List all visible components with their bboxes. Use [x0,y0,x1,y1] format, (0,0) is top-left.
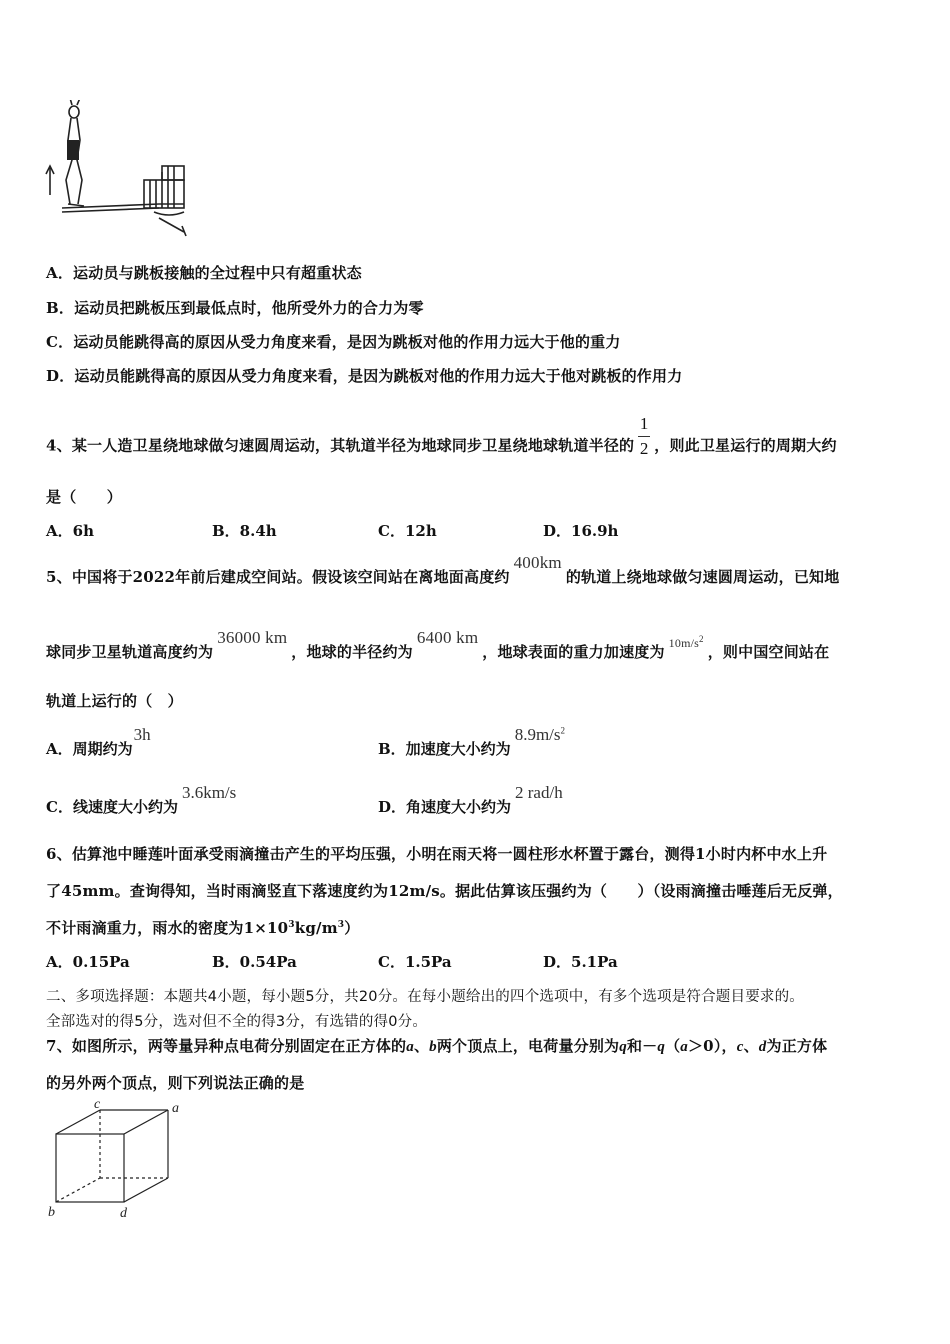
cube-figure [44,1098,194,1224]
q4-stem-line1 [46,414,837,469]
q6-option-c: C．1.5Pa [378,953,452,971]
q3-option-c: C．运动员能跳得高的原因从受力角度来看，是因为跳板对他的作用力远大于他的重力 [46,333,621,351]
q5-option-b-value: 8.9m/s [514,725,561,744]
q5-gravity [669,634,704,651]
q6-option-b: B．0.54Pa [212,953,297,971]
q5-option-b-text: B．加速度大小约为 [378,740,511,758]
q5-option-c [46,783,240,817]
q5-l2-d: ，则中国空间站在 [707,643,830,661]
q3-option-a: A．运动员与跳板接触的全过程中只有超重状态 [46,264,362,282]
q5-stem-line2 [46,628,830,662]
q5-option-b [378,725,569,759]
q7-l1-b: 、 [413,1037,430,1055]
q4-option-c: C．12h [378,522,437,540]
q5-option-a [46,725,155,759]
cube-label-c: c [94,1098,101,1112]
q6-l3-sup: 3 [288,920,295,930]
q5-sync-height: 36000 km [217,628,288,647]
q4-option-b: B．8.4h [212,522,277,540]
q5-option-c-math: 3.6km/s [181,783,237,802]
q7-stem-line1 [46,1035,827,1056]
q7-var-q2: q [657,1039,666,1055]
q4-text-after: ，则此卫星运行的周期大约 [654,436,837,455]
q4-option-a: A．6h [46,522,94,540]
q5-option-d-math: 2 rad/h [515,783,563,802]
q5-option-b-math [515,725,565,745]
q7-l1-e: （ [665,1037,681,1055]
q7-var-a: a [406,1039,414,1055]
q7-l1-h: 为正方体 [766,1037,828,1055]
q5-l1-before: 5、中国将于2022年前后建成空间站。假设该空间站在离地面高度约 [46,568,510,586]
q3-option-b: B．运动员把跳板压到最低点时，他所受外力的合力为零 [46,299,424,317]
q7-var-b: b [429,1039,437,1055]
q7-l1-f: ＞0）， [687,1037,737,1055]
section2-heading-line2: 全部选对的得5分，选对但不全的得3分，有选错的得0分。 [46,1014,428,1030]
q5-option-d-text: D．角速度大小约为 [378,798,512,816]
q5-stem-line1 [46,553,840,587]
q5-option-b-sup: 2 [560,725,565,736]
q6-l3-sup2: 3 [337,920,345,930]
q6-l3-a: 不计雨滴重力，雨水的密度为1×10 [46,919,289,937]
q4-option-d: D．16.9h [543,522,619,540]
q5-option-d [378,783,567,817]
cube-label-b: b [48,1205,55,1220]
q7-var-q: q [619,1039,627,1055]
q5-l2-a: 球同步卫星轨道高度约为 [46,643,214,661]
q5-l1-after: 的轨道上绕地球做匀速圆周运动，已知地 [565,568,840,586]
section2-heading-line1: 二、多项选择题：本题共4小题，每小题5分，共20分。在每小题给出的四个选项中，有多个选项是符合题目要求的。 [46,989,804,1005]
q7-l1-c: 两个顶点上，电荷量分别为 [436,1037,620,1055]
q5-earth-radius: 6400 km [416,628,479,647]
q4-frac-den: 2 [639,439,649,458]
q6-stem-line2: 了45mm。查询得知，当时雨滴竖直下落速度约为12m/s。据此估算该压强约为（ ）（设雨滴撞击唾莲后无反弹， [46,882,843,900]
q6-option-d: D．5.1Pa [543,953,618,971]
q6-stem-line3 [46,917,359,938]
q5-option-a-math: 3h [133,725,151,744]
diving-board-figure [44,100,194,240]
q7-var-a2: a [680,1039,688,1055]
q5-option-a-text: A．周期约为 [46,740,133,758]
q5-gravity-value: 10m/s [668,636,700,650]
q5-stem-line3: 轨道上运行的（ ） [46,692,183,710]
q6-option-a: A．0.15Pa [46,953,130,971]
q4-stem-line2: 是（ ） [46,488,123,506]
q7-var-d: d [758,1039,767,1055]
q7-l1-d: 和－ [626,1037,658,1055]
q4-frac-bar [638,436,650,437]
cube-label-d: d [120,1206,127,1221]
q5-l2-c: ，地球表面的重力加速度为 [482,643,665,661]
q7-stem-line2: 的另外两个顶点，则下列说法正确的是 [46,1074,305,1092]
q7-var-c: c [736,1039,744,1055]
q6-l3-b: kg/m [294,919,338,937]
q3-option-d: D．运动员能跳得高的原因从受力角度来看，是因为跳板对他的作用力远大于他对跳板的作用力 [46,367,683,385]
cube-label-a: a [172,1101,179,1116]
q4-text-before: 4、某一人造卫星绕地球做匀速圆周运动，其轨道半径为地球同步卫星绕地球轨道半径的 [46,436,635,455]
q6-l3-c: ） [344,919,360,937]
q5-height-value: 400km [513,553,562,572]
q5-gravity-sup: 2 [699,634,704,644]
q5-option-c-text: C．线速度大小约为 [46,798,178,816]
q5-l2-b: ，地球的半径约为 [291,643,413,661]
q4-fraction [638,414,650,459]
q7-l1-a: 7、如图所示，两等量异种点电荷分别固定在正方体的 [46,1037,407,1055]
q4-frac-num: 1 [639,414,649,433]
q6-stem-line1: 6、估算池中睡莲叶面承受雨滴撞击产生的平均压强，小明在雨天将一圆柱形水杯置于露台，测得1小时内杯中水上升 [46,845,828,863]
q7-l1-g: 、 [743,1037,759,1055]
